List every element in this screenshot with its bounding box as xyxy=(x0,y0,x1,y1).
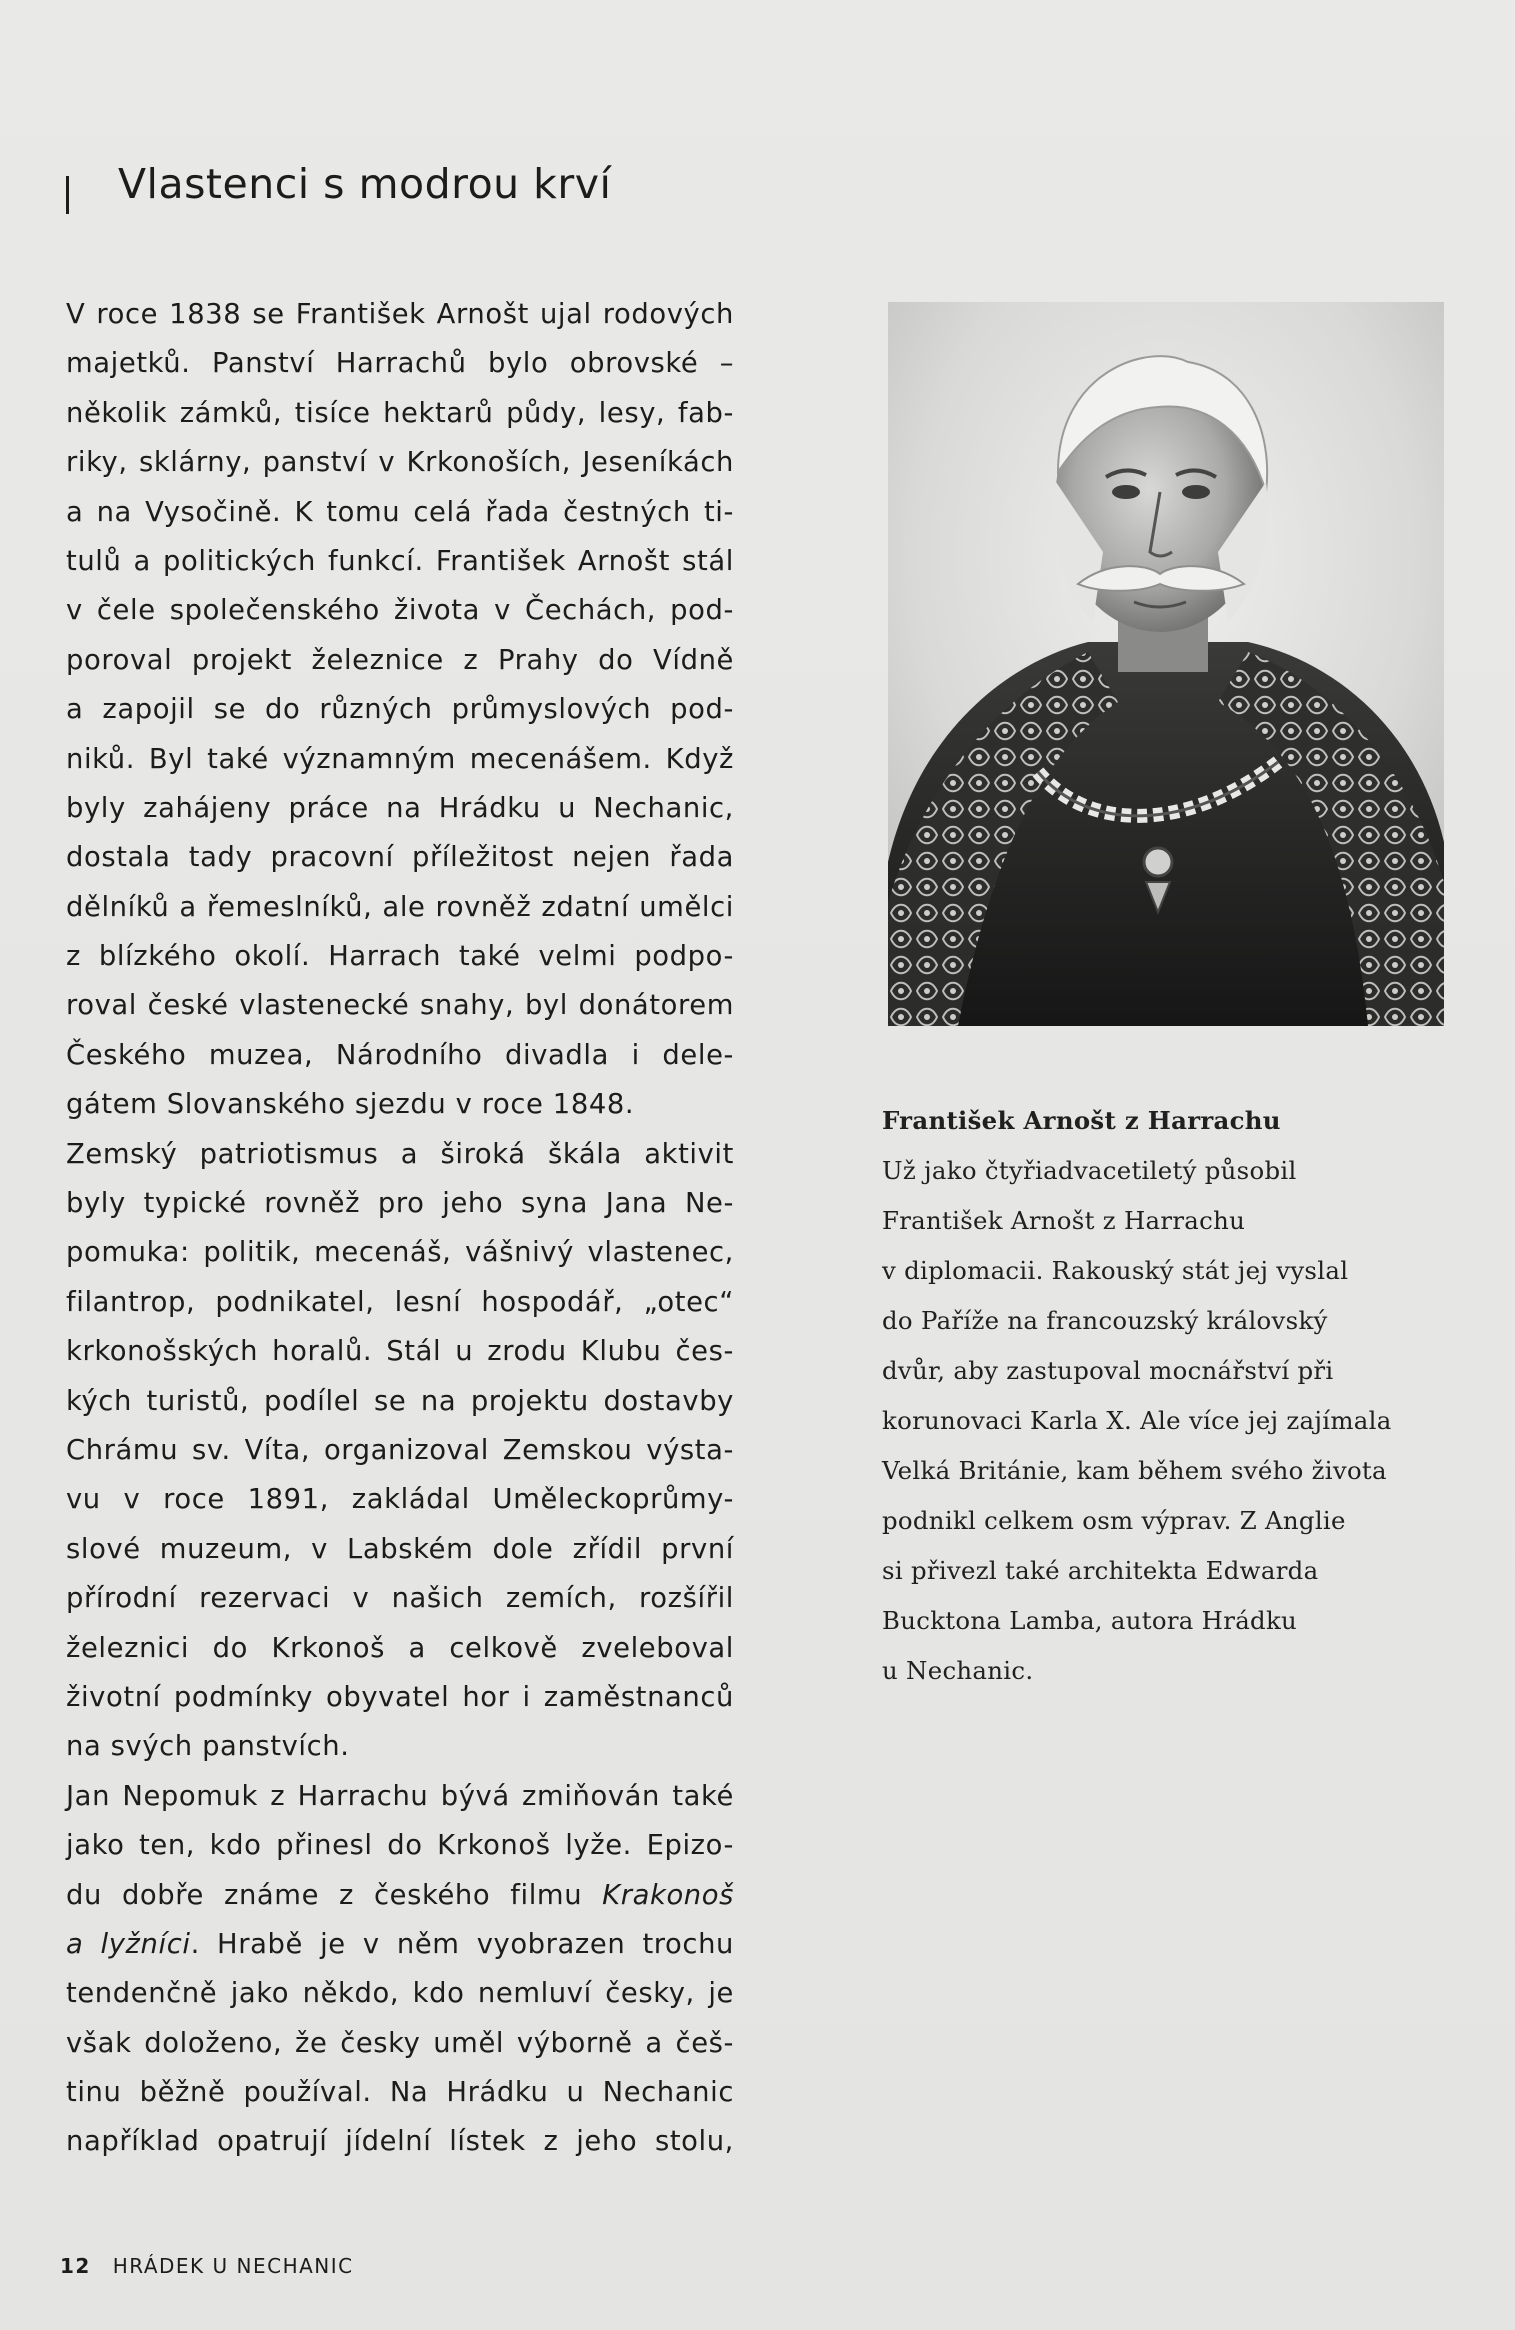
image-caption xyxy=(882,1096,1442,1696)
body-line: Zemský patriotismus a široká škála aktivit xyxy=(66,1138,734,1170)
body-line: vu v roce 1891, zakládal Uměleckoprůmy- xyxy=(66,1484,734,1516)
body-line: tulů a politických funkcí. František Arnošt stál xyxy=(66,545,734,577)
body-line: v čele společenského života v Čechách, pod- xyxy=(66,595,734,627)
caption-line: Velká Británie, kam během svého života xyxy=(882,1456,1387,1485)
body-line: železnici do Krkonoš a celkově zveleboval xyxy=(66,1632,734,1664)
body-line: V roce 1838 se František Arnošt ujal rodových xyxy=(66,299,734,330)
page-number: 12 xyxy=(60,2254,91,2278)
body-line: Chrámu sv. Víta, organizoval Zemskou výsta- xyxy=(66,1434,734,1466)
chapter-number-mark xyxy=(66,176,69,214)
caption-line: Už jako čtyřiadvacetiletý působil xyxy=(882,1156,1297,1185)
body-line: přírodní rezervaci v našich zemích, rozšířil xyxy=(66,1583,734,1615)
caption-line: do Paříže na francouzský královský xyxy=(882,1306,1328,1335)
body-line: tendenčně jako někdo, kdo nemluví česky, je xyxy=(66,1978,734,2010)
caption-line: Bucktona Lamba, autora Hrádku xyxy=(882,1606,1298,1635)
body-line: niků. Byl také významným mecenášem. Když xyxy=(66,743,734,775)
body-line: tinu běžně používal. Na Hrádku u Nechanic xyxy=(66,2077,734,2109)
body-line: z blízkého okolí. Harrach také velmi podpo- xyxy=(66,941,734,973)
body-line: gátem Slovanského sjezdu v roce 1848. xyxy=(66,1089,635,1121)
caption-line: podnikl celkem osm výprav. Z Anglie xyxy=(882,1506,1346,1535)
body-line: majetků. Panství Harrachů bylo obrovské – xyxy=(66,348,734,380)
body-line: a zapojil se do různých průmyslových pod- xyxy=(66,694,734,726)
body-line: filantrop, podnikatel, lesní hospodář, „otec“ xyxy=(66,1286,734,1318)
body-line: roval české vlastenecké snahy, byl donátorem xyxy=(66,990,734,1022)
body-line: kých turistů, podílel se na projektu dostavby xyxy=(66,1385,734,1417)
body-line: slové muzeum, v Labském dole zřídil první xyxy=(66,1533,734,1565)
running-title: HRÁDEK U NECHANIC xyxy=(112,2254,354,2278)
caption-line: František Arnošt z Harrachu xyxy=(882,1206,1246,1235)
body-line: byly typické rovněž pro jeho syna Jana Ne- xyxy=(66,1188,734,1220)
body-line: však doloženo, že česky uměl výborně a češ- xyxy=(66,2027,734,2059)
body-line-with-film-title: du dobře známe z českého filmu Krakonoš xyxy=(66,1879,734,1911)
chapter-title: Vlastenci s modrou krví xyxy=(118,160,612,208)
body-line: na svých panstvích. xyxy=(66,1731,350,1763)
page-footer xyxy=(60,2254,354,2278)
body-line: byly zahájeny práce na Hrádku u Nechanic, xyxy=(66,792,734,824)
body-line: jako ten, kdo přinesl do Krkonoš lyže. Epizo- xyxy=(66,1830,734,1862)
body-line-with-film-title: a lyžníci. Hrabě je v něm vyobrazen trochu xyxy=(66,1928,734,1960)
portrait-illustration xyxy=(888,302,1444,1026)
main-text-column xyxy=(66,290,734,2167)
body-line: dostala tady pracovní příležitost nejen řada xyxy=(66,842,734,874)
body-line: například opatrují jídelní lístek z jeho stolu, xyxy=(66,2126,734,2158)
caption-line: si přivezl také architekta Edwarda xyxy=(882,1556,1319,1585)
body-line: krkonošských horalů. Stál u zrodu Klubu čes- xyxy=(66,1336,734,1368)
body-line: pomuka: politik, mecenáš, vášnivý vlastenec, xyxy=(66,1237,734,1269)
caption-line: u Nechanic. xyxy=(882,1656,1034,1685)
caption-line: korunovaci Karla X. Ale více jej zajímala xyxy=(882,1406,1392,1435)
body-line: životní podmínky obyvatel hor i zaměstnanců xyxy=(66,1681,734,1713)
caption-title: František Arnošt z Harrachu xyxy=(882,1106,1281,1135)
body-line: a na Vysočině. K tomu celá řada čestných ti- xyxy=(66,496,734,528)
body-line: několik zámků, tisíce hektarů půdy, lesy, fab- xyxy=(66,397,734,429)
caption-line: dvůr, aby zastupoval mocnářství při xyxy=(882,1356,1334,1385)
body-line: dělníků a řemeslníků, ale rovněž zdatní umělci xyxy=(66,891,734,923)
portrait-engraving xyxy=(888,302,1444,1026)
body-line: Jan Nepomuk z Harrachu bývá zmiňován také xyxy=(66,1780,734,1812)
body-line: Českého muzea, Národního divadla i dele- xyxy=(66,1039,734,1071)
caption-line: v diplomacii. Rakouský stát jej vyslal xyxy=(882,1256,1349,1285)
body-line: poroval projekt železnice z Prahy do Vídně xyxy=(66,644,734,676)
body-line: riky, sklárny, panství v Krkonoších, Jeseníkách xyxy=(66,447,734,479)
